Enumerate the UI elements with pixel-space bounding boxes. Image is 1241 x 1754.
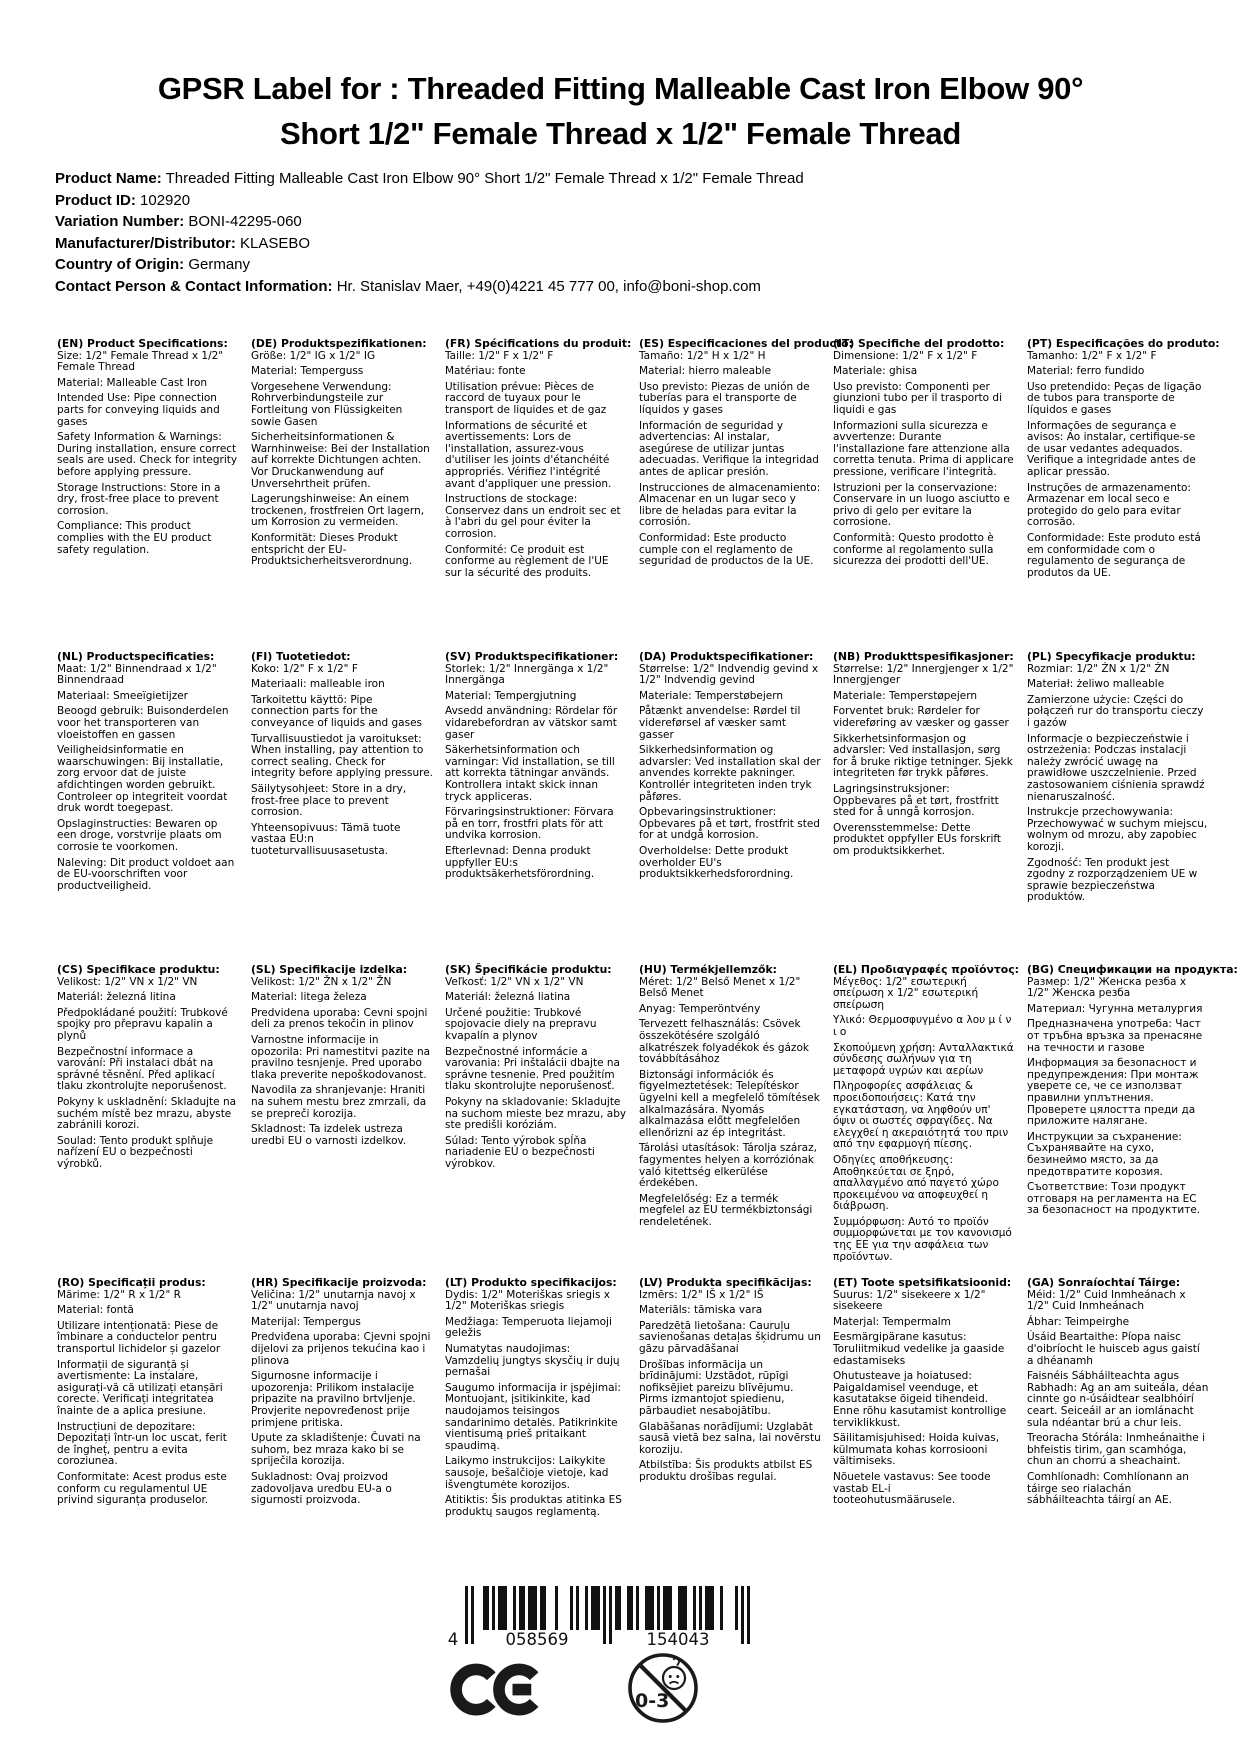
- spec-paragraph: Materiał: żeliwo malleable: [1027, 678, 1165, 691]
- barcode-digits-right: 154043: [646, 1630, 710, 1648]
- spec-paragraph: Skladnost: Ta izdelek ustreza uredbi EU o varnosti izdelkov.: [251, 1123, 407, 1147]
- barcode-bar: [684, 1586, 687, 1630]
- barcode-bar: [657, 1586, 660, 1630]
- spec-paragraph: Maat: 1/2" Binnendraad x 1/2" Binnendraad: [57, 662, 217, 687]
- spec-paragraph: Materiál: železná litina: [57, 991, 176, 1004]
- spec-paragraph: Overholdelse: Dette produkt overholder EU's produktsikkerhedsforordning.: [639, 844, 794, 881]
- barcode-bar: [594, 1586, 597, 1630]
- product-id-value: 102920: [140, 191, 191, 209]
- country-of-origin-line: [55, 254, 1185, 276]
- spec-title-nb: (NB) Produkttspesifikasjoner:: [833, 650, 1014, 663]
- spec-title-hr: (HR) Specifikacije proizvoda:: [251, 1276, 427, 1289]
- spec-paragraph: Säilitamisjuhised: Hoida kuivas, külmumata kohas korrosiooni vältimiseks.: [833, 1432, 1000, 1468]
- barcode-bar: [519, 1586, 522, 1630]
- spec-paragraph: Størrelse: 1/2" Innergjenger x 1/2" Innergjenger: [833, 662, 1014, 687]
- spec-paragraph: Uso previsto: Componenti per giunzioni tubo per il trasporto di liquidi e gas: [833, 380, 1003, 416]
- spec-block-pl: [1027, 651, 1209, 904]
- spec-block-en: [57, 338, 239, 579]
- product-name-line: [55, 168, 1185, 190]
- spec-block-sl: [251, 964, 433, 1263]
- spec-paragraph: Material: fontă: [57, 1304, 134, 1317]
- spec-paragraph: Yhteensopivuus: Tämä tuote vastaa EU:n tuoteturvallisuusasetusta.: [251, 821, 401, 857]
- spec-paragraph: Sigurnosne informacije i upozorenja: Prilikom instalacije pripazite na pravilno brtvljenje. Provjerite nepovređenost prije primjene pritiska.: [251, 1370, 416, 1429]
- spec-title-cs: (CS) Specifikace produktu:: [57, 963, 220, 976]
- spec-paragraph: Bezpečnostní informace a varování: Při instalaci dbát na správné těsnění. Před aplikací tlaku zkontrolujte neporušenost.: [57, 1045, 227, 1093]
- spec-paragraph: Material: hierro maleable: [639, 365, 772, 378]
- spec-paragraph: Utilizare intenționată: Piese de îmbinare a conductelor pentru transportul lichidelor și gazelor: [57, 1319, 221, 1355]
- spec-block-hu: [639, 964, 821, 1263]
- barcode-bar: [711, 1586, 714, 1630]
- spec-paragraph: Faisnéis Sábháilteachta agus Rabhadh: Ag an am suiteála, déan cinnte go n-úsáidtear sealbhóirí ceart. Seiceáil ar an iomlánacht sula ndéantar brú a chur leis.: [1027, 1370, 1209, 1429]
- spec-paragraph: Συμμόρφωση: Αυτό το προϊόν συμμορφώνεται με τον κανονισμό της ΕΕ για την ασφάλεια των προϊόντων.: [833, 1215, 1012, 1263]
- spec-paragraph: Material: Temperguss: [251, 365, 364, 378]
- spec-title-ro: (RO) Specificații produs:: [57, 1276, 206, 1289]
- barcode-bar: [483, 1586, 486, 1630]
- spec-title-el: (EL) Προδιαγραφές προϊόντος:: [833, 963, 1019, 976]
- spec-paragraph: Súlad: Tento výrobok spĺňa nariadenie EÚ o bezpečnosti výrobkov.: [445, 1134, 595, 1170]
- spec-paragraph: Conformité: Ce produit est conforme au règlement de l'UE sur la sécurité des produits.: [445, 543, 609, 579]
- barcode-bar: [585, 1586, 588, 1630]
- spec-paragraph: Material: ferro fundido: [1027, 365, 1145, 378]
- barcode-bar: [645, 1586, 648, 1630]
- spec-title-lv: (LV) Produkta specifikācijas:: [639, 1276, 812, 1289]
- spec-paragraph: Material: Malleable Cast Iron: [57, 376, 208, 389]
- spec-paragraph: Utilisation prévue: Pièces de raccord de tuyaux pour le transport de liquides et de gaz: [445, 380, 607, 416]
- spec-paragraph: Säkerhetsinformation och varningar: Vid installation, se till att korrekta tätningar används. Kontrollera intakt skick innan tryck appliceras.: [445, 744, 615, 803]
- spec-paragraph: Größe: 1/2" IG x 1/2" IG: [251, 349, 376, 362]
- variation-number-line: [55, 211, 1185, 233]
- spec-paragraph: Nõuetele vastavus: See toode vastab EL-i tooteohutusmäärusele.: [833, 1470, 991, 1507]
- barcode-bar: [627, 1586, 630, 1630]
- barcode-bar: [522, 1586, 525, 1630]
- barcode-bar: [669, 1586, 672, 1630]
- spec-paragraph: Atbilstība: Šis produkts atbilst ES produktu drošības regulai.: [639, 1459, 813, 1483]
- spec-paragraph: Informazioni sulla sicurezza e avvertenze: Durante l'installazione fare attenzione alla corretta tenuta. Prima di applicare pressione, verificare l'integrità.: [833, 419, 1014, 478]
- page-title-line1: GPSR Label for : Threaded Fitting Malleable Cast Iron Elbow 90°: [157, 71, 1084, 106]
- barcode-bar: [735, 1586, 738, 1630]
- spec-paragraph: Sukladnost: Ovaj proizvod zadovoljava uredbu EU-a o sigurnosti proizvoda.: [251, 1470, 392, 1507]
- spec-paragraph: Varnostne informacije in opozorila: Pri namestitvi pazite na pravilno tesnjenje. Pred uporabo tlaka preverite nepoškodovanost.: [251, 1033, 431, 1081]
- spec-paragraph: Určené použitie: Trubkové spojovacie diely na prepravu kvapalín a plynov: [445, 1006, 597, 1042]
- spec-paragraph: Predviđena uporaba: Cjevni spojni dijelovi za prijenos tekućina kao i plinova: [251, 1331, 431, 1367]
- spec-paragraph: Materiál: železná liatina: [445, 991, 571, 1004]
- barcode-bar: [534, 1586, 537, 1630]
- spec-paragraph: Veiligheidsinformatie en waarschuwingen: Bij installatie, zorg ervoor dat de juiste afdichtingen worden gebruikt. Controleer op integriteit voordat druk wordt toegepast.: [57, 744, 228, 815]
- barcode-bar: [651, 1586, 654, 1630]
- spec-paragraph: Glabāšanas norādījumi: Uzglabāt sausā vietā bez salna, lai novērstu koroziju.: [639, 1420, 821, 1456]
- spec-paragraph: Opbevaringsinstruktioner: Opbevares på et tørt, frostfrit sted for at undgå korrosion.: [639, 806, 820, 842]
- spec-paragraph: Compliance: This product complies with the EU product safety regulation.: [57, 520, 212, 556]
- spec-paragraph: Méret: 1/2" Belső Menet x 1/2" Belső Menet: [639, 975, 801, 1000]
- spec-paragraph: Matériau: fonte: [445, 365, 526, 378]
- spec-paragraph: Instruções de armazenamento: Armazenar em local seco e protegido do gelo para evitar corrosão.: [1027, 481, 1191, 529]
- spec-paragraph: Koko: 1/2" F x 1/2" F: [251, 662, 358, 675]
- barcode-bar: [708, 1586, 711, 1630]
- spec-paragraph: Dydis: 1/2" Moteriškas sriegis x 1/2" Moteriškas sriegis: [445, 1288, 610, 1313]
- spec-paragraph: Материал: Чугунна металургия: [1027, 1002, 1203, 1015]
- spec-paragraph: Uso previsto: Piezas de unión de tuberías para el transporte de líquidos y gases: [639, 380, 810, 416]
- spec-paragraph: Konformität: Dieses Produkt entspricht der EU-Produktsicherheitsverordnung.: [251, 531, 413, 568]
- spec-title-fi: (FI) Tuotetiedot:: [251, 650, 351, 663]
- spec-block-el: [833, 963, 1019, 1263]
- barcode-bar: [504, 1586, 507, 1630]
- spec-block-de: [251, 338, 433, 579]
- spec-row-4: [57, 1277, 1209, 1518]
- spec-paragraph: Avsedd användning: Rördelar för vidarebefordran av vätskor samt gaser: [445, 705, 618, 741]
- spec-paragraph: Eesmärgipärane kasutus: Toruliitmikud vedelike ja gaaside edastamiseks: [833, 1331, 1005, 1367]
- barcode-bar: [747, 1586, 750, 1644]
- spec-paragraph: Safety Information & Warnings: During installation, ensure correct seals are used. Check for integrity before applying pressure.: [57, 431, 238, 478]
- product-info-block: [55, 168, 1185, 297]
- spec-paragraph: Material: litega železa: [251, 991, 367, 1004]
- spec-paragraph: Storage Instructions: Store in a dry, frost-free place to prevent corrosion.: [57, 481, 221, 517]
- barcode-bar: [681, 1586, 684, 1630]
- spec-paragraph: Conformità: Questo prodotto è conforme al regolamento sulla sicurezza dei prodotti dell'UE.: [833, 531, 994, 568]
- spec-paragraph: Forventet bruk: Rørdeler for videreføring av væsker og gasser: [833, 705, 1009, 729]
- spec-paragraph: Materjal: Tempermalm: [833, 1315, 951, 1328]
- spec-title-da: (DA) Produktspecifikationer:: [639, 650, 814, 663]
- spec-paragraph: Instructions de stockage: Conservez dans un endroit sec et à l'abri du gel pour éviter la corrosion.: [445, 493, 621, 540]
- spec-title-ga: (GA) Sonraíochtaí Táirge:: [1027, 1276, 1181, 1289]
- contact-line: [55, 276, 1185, 298]
- barcode-bar: [555, 1586, 558, 1630]
- spec-paragraph: Sikkerhetsinformasjon og advarsler: Ved installasjon, sørg for å bruke riktige tetninger. Sjekk integriteten før trykk påføres.: [833, 732, 1013, 780]
- spec-paragraph: Dimensione: 1/2" F x 1/2" F: [833, 349, 978, 362]
- barcode-bar: [591, 1586, 594, 1630]
- barcode-bar: [609, 1586, 612, 1644]
- spec-paragraph: Información de seguridad y advertencias: Al instalar, asegúrese de utilizar juntas adecuadas. Verifique la integridad antes de aplicar presión.: [639, 419, 819, 478]
- barcode-bar: [471, 1586, 474, 1644]
- spec-paragraph: Tarkoitettu käyttö: Pipe connection parts for the conveyance of liquids and gases: [251, 693, 422, 729]
- spec-block-sv: [445, 651, 627, 904]
- spec-paragraph: Material: Tempergjutning: [445, 689, 577, 702]
- ean13-barcode: [443, 1586, 750, 1652]
- spec-paragraph: Overensstemmelse: Dette produktet oppfyller EUs forskrift om produktsikkerhet.: [833, 821, 1002, 857]
- page-title-line2: Short 1/2" Female Thread x 1/2" Female Thread: [280, 116, 961, 151]
- spec-paragraph: Size: 1/2" Female Thread x 1/2" Female Thread: [57, 349, 224, 374]
- spec-paragraph: Instrukcje przechowywania: Przechowywać w suchym miejscu, wolnym od mrozu, aby zapobiec korozji.: [1027, 806, 1208, 853]
- spec-block-fi: [251, 651, 433, 904]
- barcode-bar: [540, 1586, 543, 1630]
- barcode-bar: [693, 1586, 696, 1630]
- spec-row-3: [57, 963, 1238, 1263]
- spec-paragraph: Atitiktis: Šis produktas atitinka ES produktų saugos reglamentą.: [445, 1494, 622, 1518]
- barcode-bar: [705, 1586, 708, 1630]
- spec-title-pl: (PL) Specyfikacje produktu:: [1027, 650, 1196, 663]
- spec-paragraph: Πληροφορίες ασφάλειας & προειδοποιήσεις: Κατά την εγκατάσταση, να ληφθούν υπ' όψιν οι σωστές σφραγίδες. Να ελεγχθεί η ακεραιότητά του πριν από την εφαρμογή πίεσης.: [833, 1080, 1009, 1151]
- product-name-value: Threaded Fitting Malleable Cast Iron Elbow 90° Short 1/2" Female Thread x 1/2" Female Thread: [165, 170, 804, 187]
- spec-paragraph: Comhlíonadh: Comhlíonann an táirge seo rialachán sábháilteachta táirgí an AE.: [1027, 1470, 1189, 1507]
- spec-paragraph: Efterlevnad: Denna produkt uppfyller EU:s produktsäkerhetsförordning.: [445, 844, 595, 881]
- spec-title-et: (ET) Toote spetsifikatsioonid:: [833, 1276, 1012, 1289]
- spec-paragraph: Předpokládané použití: Trubkové spojky pro přepravu kapalin a plynů: [57, 1006, 228, 1042]
- product-id-line: [55, 190, 1185, 212]
- spec-paragraph: Velikost: 1/2" VN x 1/2" VN: [57, 975, 198, 988]
- spec-title-sk: (SK) Špecifikácie produktu:: [445, 963, 612, 976]
- spec-block-et: [833, 1277, 1015, 1518]
- country-of-origin-label: Country of Origin:: [55, 256, 185, 273]
- age-warning-label: 0-3: [635, 1690, 670, 1712]
- barcode-digit-lead: 4: [447, 1630, 459, 1648]
- spec-paragraph: Upute za skladištenje: Čuvati na suhom, bez mraza kako bi se spriječila korozija.: [251, 1432, 421, 1468]
- spec-paragraph: Instrucțiuni de depozitare: Depozitați într-un loc uscat, ferit de îngheț, pentru a evita coroziunea.: [57, 1420, 227, 1468]
- spec-paragraph: Istruzioni per la conservazione: Conservare in un luogo asciutto e privo di gelo per evitare la corrosione.: [833, 481, 1010, 529]
- spec-title-bg: (BG) Спецификации на продукта:: [1027, 963, 1238, 976]
- spec-paragraph: Pokyny na skladovanie: Skladujte na suchom mieste bez mrazu, aby ste predišli koróziám.: [445, 1095, 627, 1132]
- spec-paragraph: Σκοπούμενη χρήση: Ανταλλακτικά σύνδεσης σωλήνων για τη μεταφορά υγρών και αερίων: [833, 1041, 1014, 1077]
- spec-paragraph: Rozmiar: 1/2" ŻN x 1/2" ŻN: [1027, 662, 1170, 675]
- spec-paragraph: Drošības informācija un brīdinājumi: Uzstādot, rūpīgi nofiksējiet pareizu blīvējumu. Pirms izmantojot spiedienu, pārbaudiet nesabojātību.: [639, 1358, 794, 1417]
- spec-paragraph: Úsáid Beartaithe: Píopa naisc d'oibríocht le huisceb agus gaistí a dhéanamh: [1027, 1331, 1200, 1367]
- spec-paragraph: Tárolási utasítások: Tárolja száraz, fagymentes helyen a korróziónak való kitettség elkerülése érdekében.: [639, 1142, 817, 1190]
- spec-paragraph: Zamierzone użycie: Części do połączeń rur do transportu cieczy i gazów: [1027, 693, 1204, 729]
- barcode-bar: [720, 1586, 723, 1630]
- spec-block-it: [833, 338, 1015, 579]
- spec-paragraph: Pokyny k uskladnění: Skladujte na suchém místě bez mrazu, abyste zabránili korozi.: [57, 1095, 237, 1132]
- spec-block-da: [639, 651, 821, 904]
- spec-paragraph: Sicherheitsinformationen & Warnhinweise: Bei der Installation auf korrekte Dichtungen achten. Vor Druckanwendung auf Unversehrtheit prüfen.: [251, 431, 430, 490]
- spec-paragraph: Bezpečnostné informácie a varovania: Pri inštalácii dbajte na správne tesnenie. Pred použitím tlaku skontrolujte neporušenosť.: [445, 1045, 620, 1093]
- spec-paragraph: Vorgesehene Verwendung: Rohrverbindungsteile zur Fortleitung von Flüssigkeiten sowie Gasen: [251, 380, 403, 428]
- variation-number-label: Variation Number:: [55, 213, 185, 230]
- spec-block-hr: [251, 1277, 433, 1518]
- product-id-label: Product ID:: [55, 191, 136, 209]
- spec-paragraph: Materiaali: malleable iron: [251, 678, 385, 691]
- spec-paragraph: Veličina: 1/2" unutarnja navoj x 1/2" unutarnja navoj: [251, 1288, 416, 1313]
- country-of-origin-value: Germany: [188, 256, 251, 273]
- spec-paragraph: Navodila za shranjevanje: Hraniti na suhem mestu brez zmrzali, da se prepreči korozija.: [251, 1084, 427, 1120]
- spec-paragraph: Размер: 1/2" Женска резба x 1/2" Женска резба: [1027, 975, 1187, 1000]
- spec-block-sk: [445, 964, 627, 1263]
- spec-paragraph: Informații de siguranță și avertismente: La instalare, asigurați-vă că utilizați etanșări corecte. Verificați integritatea înainte de a aplica presiune.: [57, 1358, 223, 1417]
- barcode-bar: [615, 1586, 618, 1630]
- spec-title-it: (IT) Specifiche del prodotto:: [833, 337, 1005, 350]
- manufacturer-line: [55, 233, 1185, 255]
- barcode-digits-left: 058569: [505, 1630, 569, 1648]
- spec-paragraph: Méid: 1/2" Cuid Inmheánach x 1/2" Cuid Inmheánach: [1027, 1288, 1186, 1313]
- spec-title-sl: (SL) Specifikacije izdelka:: [251, 963, 408, 976]
- spec-paragraph: Materijal: Tempergus: [251, 1315, 361, 1328]
- spec-paragraph: Suurus: 1/2" sisekeere x 1/2" sisekeere: [833, 1288, 986, 1313]
- spec-paragraph: Informations de sécurité et avertissements: Lors de l'installation, assurez-vous d'utiliser les joints d'étanchéité appropriés. Vérifiez l'intégrité avant d'appliquer une pression.: [445, 419, 612, 490]
- spec-paragraph: Tervezett felhasználás: Csövek összekötésére szolgáló alkatrészek folyadékok és gázok továbbításához: [639, 1018, 809, 1066]
- spec-paragraph: Zgodność: Ten produkt jest zgodny z rozporządzeniem UE w sprawie bezpieczeństwa produktów.: [1027, 856, 1198, 904]
- spec-paragraph: Veľkosť: 1/2" VN x 1/2" VN: [445, 975, 584, 988]
- spec-paragraph: Предназначена употреба: Част от тръбна връзка за пренасяне на течности и газове: [1027, 1018, 1203, 1054]
- spec-paragraph: Materiale: ghisa: [833, 365, 918, 378]
- spec-paragraph: Opslaginstructies: Bewaren op een droge, vorstvrije plaats om corrosie te voorkomen.: [57, 817, 222, 853]
- spec-paragraph: Инструкции за съхранение: Съхранявайте на сухо, безинеймо място, за да предотвратите корозия.: [1027, 1130, 1182, 1178]
- spec-paragraph: Ohutusteave ja hoiatused: Paigaldamisel veenduge, et kasutatakse õigeid tihendeid. Enne rõhu kasutamist kontrollige terviklikkust.: [833, 1370, 1007, 1429]
- spec-title-sv: (SV) Produktspecifikationer:: [445, 650, 619, 663]
- variation-number-value: BONI-42295-060: [188, 213, 302, 230]
- manufacturer-value: KLASEBO: [240, 234, 311, 252]
- spec-title-hu: (HU) Termékjellemzők:: [639, 963, 777, 976]
- spec-paragraph: Turvallisuustiedot ja varoitukset: When installing, pay attention to correct sealing. Check for integrity before applying pressure.: [251, 732, 434, 780]
- spec-paragraph: Informações de segurança e avisos: Ao instalar, certifique-se de usar vedantes adequados. Verifique a integridade antes de aplicar pressão.: [1027, 419, 1196, 478]
- barcode-bar: [630, 1586, 633, 1630]
- spec-title-fr: (FR) Spécifications du produit:: [445, 337, 632, 350]
- spec-title-de: (DE) Produktspezifikationen:: [251, 337, 427, 350]
- spec-paragraph: Conformidade: Este produto está em conformidade com o regulamento de segurança de produtos da UE.: [1027, 531, 1201, 579]
- spec-paragraph: Materiaal: Smeeïgietijzer: [57, 689, 188, 702]
- age-warning-0-3-icon: [625, 1650, 701, 1730]
- barcode-bar: [636, 1586, 639, 1630]
- spec-paragraph: Μέγεθος: 1/2" εσωτερική σπείρωση x 1/2" εσωτερική σπείρωση: [833, 975, 979, 1011]
- spec-title-en: (EN) Product Specifications:: [57, 337, 228, 350]
- page-title: [0, 66, 1241, 156]
- spec-paragraph: Instrucciones de almacenamiento: Almacenar en un lugar seco y libre de heladas para evitar la corrosión.: [639, 481, 821, 529]
- spec-paragraph: Sikkerhedsinformation og advarsler: Ved installation skal der anvendes korrekte pakninger. Kontrollér integriteten inden tryk påføres.: [639, 744, 821, 803]
- contact-value: Hr. Stanislav Maer, +49(0)4221 45 777 00, info@boni-shop.com: [336, 277, 761, 295]
- spec-paragraph: Påtænkt anvendelse: Rørdel til videreførsel af væsker samt gasser: [639, 705, 801, 741]
- spec-paragraph: Lagerungshinweise: An einem trockenen, frostfreien Ort lagern, um Korrosion zu vermeiden.: [251, 493, 425, 529]
- manufacturer-label: Manufacturer/Distributor:: [55, 234, 236, 252]
- spec-paragraph: Informacje o bezpieczeństwie i ostrzeżenia: Podczas instalacji należy zwrócić uwagę na prawidłowe uszczelnienie. Przed zastosowaniem ciśnienia sprawdź nienaruszalność.: [1027, 732, 1205, 803]
- spec-paragraph: Tamaño: 1/2" H x 1/2" H: [639, 349, 766, 362]
- spec-block-pt: [1027, 337, 1220, 579]
- spec-block-es: [639, 337, 853, 579]
- barcode-bar: [699, 1586, 702, 1630]
- spec-paragraph: Intended Use: Pipe connection parts for conveying liquids and gases: [57, 392, 220, 428]
- barcode-bar: [666, 1586, 669, 1630]
- spec-paragraph: Izmērs: 1/2" IŠ x 1/2" IŠ: [639, 1288, 764, 1301]
- spec-paragraph: Materiale: Temperstøbejern: [639, 689, 784, 702]
- spec-paragraph: Paredzētā lietošana: Cauruļu savienošanas detaļas šķidrumu un gāzu pārvadāšanai: [639, 1319, 821, 1355]
- ce-mark-icon: [450, 1660, 550, 1724]
- barcode-bar: [570, 1586, 573, 1630]
- spec-paragraph: Numatytas naudojimas: Vamzdelių jungtys skysčių ir dujų pernašai: [445, 1342, 620, 1379]
- spec-paragraph: Biztonsági információk és figyelmeztetések: Telepítéskor ügyelni kell a megfelelő tömítések alkalmazására. Nyomás alkalmazása előtt megfelelően ellenőrizni az ép integritást.: [639, 1068, 820, 1139]
- spec-paragraph: Beoogd gebruik: Buisonderdelen voor het transporteren van vloeistoffen en gassen: [57, 705, 229, 741]
- spec-paragraph: Laikymo instrukcijos: Laikykite sausoje, bešalčioje vietoje, kad išvengtumėte korozijos.: [445, 1455, 609, 1491]
- spec-block-cs: [57, 964, 239, 1263]
- barcode-bar: [531, 1586, 534, 1630]
- barcode-bar: [597, 1586, 600, 1630]
- spec-block-bg: [1027, 963, 1238, 1263]
- spec-row-1: [57, 337, 1220, 579]
- barcode-bar: [498, 1586, 501, 1630]
- barcode-bar: [741, 1586, 744, 1644]
- spec-block-ro: [57, 1277, 239, 1518]
- spec-paragraph: Anyag: Temperöntvény: [639, 1002, 761, 1015]
- barcode-bar: [528, 1586, 531, 1630]
- spec-paragraph: Conformidad: Este producto cumple con el reglamento de seguridad de productos de la UE.: [639, 531, 814, 568]
- spec-paragraph: Naleving: Dit product voldoet aan de EU-voorschriften voor productveiligheid.: [57, 856, 235, 892]
- barcode-bar: [492, 1586, 495, 1630]
- spec-paragraph: Säilytysohjeet: Store in a dry, frost-free place to prevent corrosion.: [251, 782, 407, 819]
- spec-paragraph: Tamanho: 1/2" F x 1/2" F: [1027, 349, 1157, 362]
- spec-block-ga: [1027, 1277, 1209, 1518]
- barcode-bar: [663, 1586, 666, 1630]
- barcode-bar: [618, 1586, 621, 1630]
- spec-title-lt: (LT) Produkto specifikacijos:: [445, 1276, 617, 1289]
- contact-label: Contact Person & Contact Information:: [55, 277, 333, 295]
- spec-block-lt: [445, 1277, 627, 1518]
- spec-paragraph: Velikost: 1/2" ŽN x 1/2" ŽN: [251, 975, 392, 988]
- barcode-bar: [513, 1586, 516, 1630]
- spec-paragraph: Lagringsinstruksjoner: Oppbevares på et tørt, frostfritt sted for å unngå korrosjon.: [833, 782, 999, 819]
- spec-paragraph: Størrelse: 1/2" Indvendig gevind x 1/2" Indvendig gevind: [639, 662, 819, 687]
- spec-paragraph: Förvaringsinstruktioner: Förvara på en torr, frostfri plats för att undvika korrosion.: [445, 806, 614, 842]
- barcode-bar: [576, 1586, 579, 1630]
- spec-block-nb: [833, 651, 1015, 904]
- spec-paragraph: Uso pretendido: Peças de ligação de tubos para transporte de líquidos e gases: [1027, 380, 1202, 416]
- barcode-bar: [486, 1586, 489, 1630]
- spec-paragraph: Mărime: 1/2" R x 1/2" R: [57, 1288, 181, 1301]
- barcode-bar: [648, 1586, 651, 1630]
- spec-block-nl: [57, 651, 239, 904]
- spec-paragraph: Информация за безопасност и предупреждения: При монтаж уверете се, че се използват правилни уплътнения. Проверете цялостта преди да приложите налягане.: [1027, 1057, 1199, 1128]
- barcode-bar: [465, 1586, 468, 1644]
- spec-paragraph: Saugumo informacija ir įspėjimai: Montuojant, įsitikinkite, kad naudojamos teisingos sandarinimo detalės. Patikrinkite vientisumą prieš pritaikant spaudimą.: [445, 1381, 621, 1452]
- product-name-label: Product Name:: [55, 170, 162, 187]
- spec-paragraph: Ábhar: Teimpeirghe: [1027, 1315, 1130, 1328]
- spec-row-2: [57, 651, 1209, 904]
- spec-title-nl: (NL) Productspecificaties:: [57, 650, 215, 663]
- spec-paragraph: Soulad: Tento produkt splňuje nařízení EU o bezpečnosti výrobků.: [57, 1134, 214, 1170]
- spec-paragraph: Taille: 1/2" F x 1/2" F: [445, 349, 554, 362]
- spec-block-lv: [639, 1277, 821, 1518]
- barcode-bar: [678, 1586, 681, 1630]
- barcode-bar: [543, 1586, 546, 1630]
- spec-title-es: (ES) Especificaciones del producto:: [639, 337, 853, 350]
- spec-paragraph: Predvidena uporaba: Cevni spojni deli za prenos tekočin in plinov: [251, 1006, 428, 1031]
- spec-paragraph: Съответствие: Този продукт отговаря на регламента на ЕС за безопасност на продуктите.: [1027, 1181, 1201, 1217]
- spec-paragraph: Storlek: 1/2" Innergänga x 1/2" Innergänga: [445, 662, 609, 687]
- spec-paragraph: Υλικό: Θερμοσφυγμένο α λου μ ί ν ι ο: [833, 1014, 1012, 1038]
- spec-paragraph: Materiāls: tāmiska vara: [639, 1304, 763, 1317]
- spec-paragraph: Medžiaga: Temperuota liejamoji geležis: [445, 1315, 612, 1340]
- barcode-bar: [603, 1586, 606, 1644]
- spec-block-fr: [445, 337, 632, 579]
- spec-title-pt: (PT) Especificações do produto:: [1027, 337, 1220, 350]
- spec-paragraph: Conformitate: Acest produs este conform cu regulamentul UE privind siguranța produselor.: [57, 1470, 227, 1507]
- barcode-bars: [443, 1586, 750, 1648]
- spec-paragraph: Materiale: Temperstøpejern: [833, 689, 978, 702]
- spec-paragraph: Οδηγίες αποθήκευσης: Αποθηκεύεται σε ξηρό, απαλλαγμένο από παγετό χώρο προκειμένου να αποφευχθεί η διάβρωση.: [833, 1153, 999, 1213]
- barcode-bar: [501, 1586, 504, 1630]
- spec-paragraph: Megfelelőség: Ez a termék megfelel az EU termékbiztonsági rendeletének.: [639, 1192, 813, 1228]
- spec-paragraph: Treoracha Stórála: Inmheánaithe i bhfeistis tirim, gan scamhóga, chun an chorrú a sheachaint.: [1027, 1432, 1205, 1468]
